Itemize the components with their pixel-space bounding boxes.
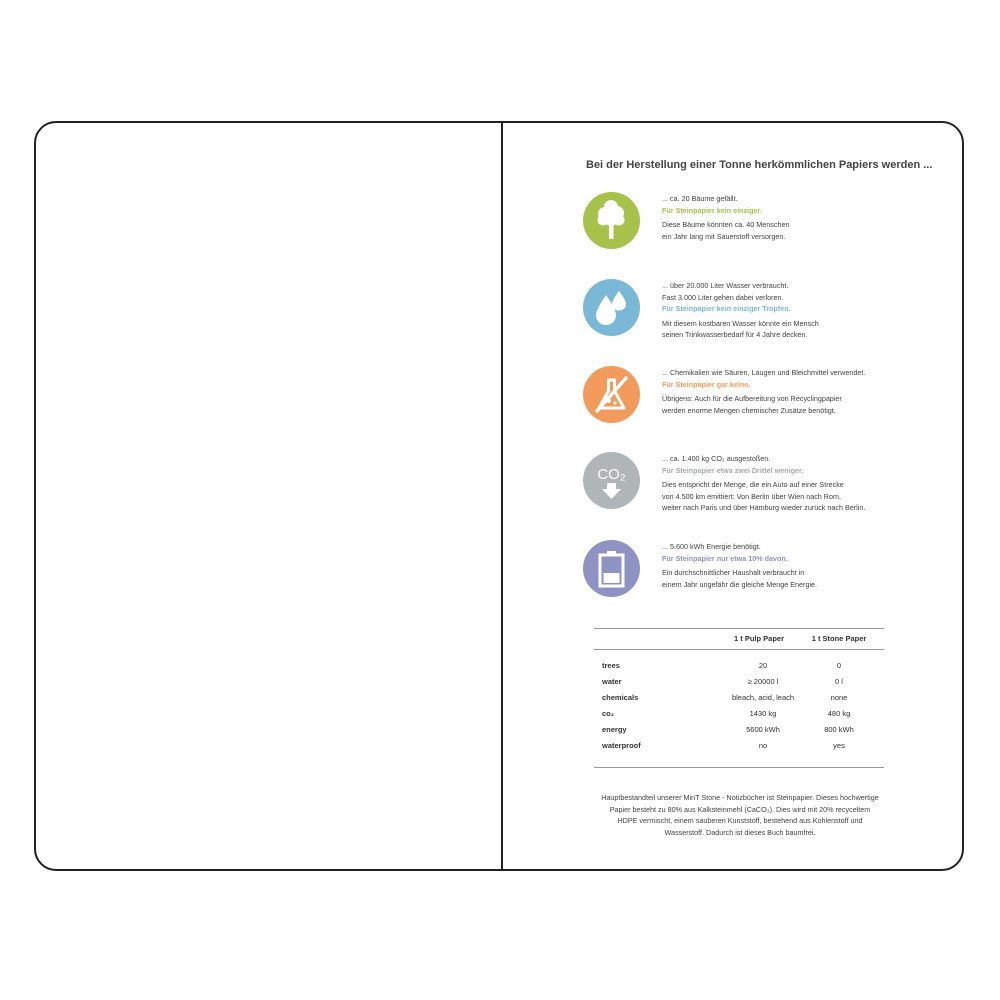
- book-spine: [501, 123, 503, 869]
- info-highlight: Für Steinpapier nur etwa 10% davon.: [662, 553, 788, 563]
- pulp-value: 5600 kWh: [746, 725, 780, 734]
- info-highlight: Für Steinpapier kein einziger.: [662, 205, 762, 215]
- info-text-energy: [662, 541, 912, 590]
- pulp-value: no: [758, 741, 768, 750]
- row-label: trees: [602, 661, 620, 670]
- info-item-co2: [583, 452, 913, 514]
- table-row: [594, 693, 884, 707]
- info-detail: Ein durchschnittlicher Haushalt verbraucht in: [662, 568, 805, 577]
- co2-down-icon: [583, 452, 640, 509]
- table-row: [594, 661, 884, 675]
- stone-value: 800 kWh: [824, 725, 854, 734]
- stone-value: 0 l: [835, 677, 843, 686]
- battery-icon: [583, 540, 640, 597]
- page-heading: Bei der Herstellung einer Tonne herkömmlichen Papiers werden ...: [586, 159, 933, 171]
- info-detail: Übrigens: Auch für die Aufbereitung von Recyclingpapier: [662, 394, 842, 403]
- pulp-value: 1430 kg: [749, 709, 777, 718]
- row-label: waterproof: [602, 741, 641, 750]
- tree-icon: [583, 192, 640, 249]
- info-detail: ein Jahr lang mit Sauerstoff versorgen.: [662, 231, 786, 241]
- info-detail: Dies entspricht der Menge, die ein Auto auf einer Strecke: [662, 480, 844, 489]
- pulp-value: bleach, acid, leach: [731, 693, 795, 702]
- table-header-pulp: 1 t Pulp Paper: [733, 634, 784, 643]
- info-line: ... ca. 20 Bäume gefällt.: [662, 194, 738, 203]
- table-row: [594, 741, 884, 755]
- info-text-trees: [662, 193, 912, 242]
- stone-value: 0: [836, 661, 842, 670]
- info-detail: seinen Trinkwasserbedarf für 4 Jahre decken.: [662, 330, 808, 339]
- co2-icon-label: CO₂: [597, 466, 626, 483]
- row-label: chemicals: [602, 693, 639, 702]
- footer-line: Papier besteht zu 80% aus Kalksteinmehl (CaCO₃). Dies wird mit 20% recyceltem: [609, 804, 871, 814]
- water-drops-icon: [583, 279, 640, 336]
- footer-line: Hauptbestandteil unserer MinT Stone - Notizbücher ist Steinpapier. Dieses hochwertige: [601, 793, 879, 802]
- info-item-trees: [583, 192, 913, 254]
- stone-value: yes: [833, 741, 845, 750]
- table-row: [594, 725, 884, 739]
- row-label: water: [602, 677, 622, 686]
- info-highlight: Für Steinpapier gar keine.: [662, 379, 751, 389]
- info-detail: Diese Bäume könnten ca. 40 Menschen: [662, 220, 790, 229]
- table-row: [594, 709, 884, 723]
- info-detail: einem Jahr ungefähr die gleiche Menge Energie.: [662, 579, 818, 589]
- info-detail: von 4.500 km emittiert: Von Berlin über Wien nach Rom,: [662, 491, 841, 501]
- info-highlight: Für Steinpapier kein einziger Tropfen.: [662, 304, 791, 313]
- info-line: ... Chemikalien wie Säuren, Laugen und Bleichmittel verwendet.: [662, 368, 866, 377]
- info-detail: Mit diesem kostbaren Wasser könnte ein Mensch: [662, 318, 819, 328]
- info-line: ... über 20.000 Liter Wasser verbraucht.: [662, 281, 789, 290]
- info-item-chemicals: [583, 366, 913, 428]
- stone-value: none: [830, 693, 848, 702]
- footer-line: Wasserstoff. Dadurch ist dieses Buch baumfrei.: [664, 827, 816, 837]
- info-line: Fast 3.000 Liter gehen dabei verloren.: [662, 292, 784, 302]
- pulp-value: 20: [758, 661, 768, 670]
- table-row: [594, 677, 884, 691]
- info-text-chemicals: [662, 367, 912, 416]
- info-item-water: [583, 279, 913, 341]
- footer-paragraph: [592, 792, 888, 838]
- row-label: co₂: [602, 709, 615, 718]
- info-highlight: Für Steinpapier etwa zwei Drittel weniger.: [662, 465, 804, 475]
- info-detail: weiter nach Paris und über Hamburg wieder zurück nach Berlin.: [662, 503, 866, 512]
- table-header-stone: 1 t Stone Paper: [811, 634, 867, 643]
- stone-value: 480 kg: [827, 709, 851, 718]
- info-text-water: [662, 280, 912, 341]
- pulp-value: ≥ 20000 l: [747, 677, 779, 686]
- info-text-co2: [662, 453, 912, 514]
- info-detail: werden enorme Mengen chemischer Zusätze benötigt.: [662, 405, 836, 415]
- table-top-rule: [594, 628, 884, 629]
- info-line: ... 5.600 kWh Energie benötigt.: [662, 542, 761, 551]
- table-header-rule: [594, 649, 884, 650]
- no-chemicals-flask-icon: [583, 366, 640, 423]
- info-item-energy: [583, 540, 913, 602]
- footer-line: HDPE vermischt, einem sauberen Kunststoff, bestehend aus Kohlenstoff und: [617, 816, 863, 825]
- table-bottom-rule: [594, 767, 884, 768]
- info-line: ... ca. 1.400 kg CO₂ ausgestoßen.: [662, 454, 771, 463]
- row-label: energy: [602, 725, 627, 734]
